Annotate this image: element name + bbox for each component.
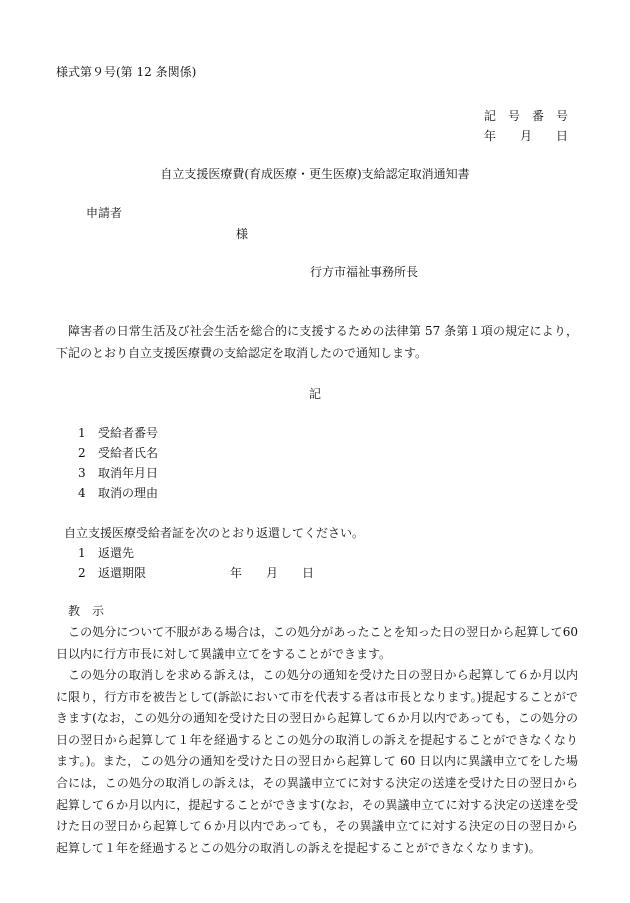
kyouji-paragraph-2: この処分の取消しを求める訴えは，この処分の通知を受けた日の翌日から起算して６か月以内に限り，行方市を被告として(訴訟において市を代表する者は市長となります。)提起することができます(なお，この処分の通知を受けた日の翌日から起算して６か月以内であっても，この処分の日の翌日から起算して１年を経過するとこの処分の取消しの訴えを提起することができなくなります。)。また，この処分の通知を受けた日の翌日から起算して 60 日以内に異議申立てをした場合には，この処分の取消しの訴えは，その異議申立てに対する決定の送達を受けた日の翌日から起算して６か月以内に，提起することができます(なお，その異議申立てに対する決定の送達を受けた日の翌日から起算して６か月以内であっても，その異議申立てに対する決定の日の翌日から起算して１年を経過するとこの処分の取消しの訴えを提起することができなくなります)。: [56, 668, 578, 855]
return-notice: 自立支援医療受給者証を次のとおり返還してください。: [64, 526, 365, 540]
kyouji-heading: 教 示: [68, 604, 105, 618]
list-item: 2 返還期限: [78, 566, 147, 580]
list-item: 3 取消年月日: [78, 466, 159, 480]
kyouji-paragraph-1: この処分について不服がある場合は，この処分があったことを知った日の翌日から起算して60日以内に行方市長に対して異議申立てをすることができます。: [56, 625, 578, 661]
document-title: 自立支援医療費(育成医療・更生医療)支給認定取消通知書: [160, 167, 470, 181]
document-date: 年 月 日: [484, 129, 569, 143]
notice-body: 障害者の日常生活及び社会生活を総合的に支援するための法律第 57 条第１項の規定により，下記のとおり自立支援医療費の支給認定を取消したので通知します。: [56, 324, 578, 360]
list-item: 2 受給者氏名: [78, 446, 159, 460]
list-item: 1 返還先: [78, 546, 135, 560]
issuer-name: 行方市福祉事務所長: [310, 265, 419, 279]
ki-heading: 記: [308, 387, 321, 401]
form-number: 様式第９号(第 12 条関係): [56, 65, 197, 79]
applicant-label: 申請者: [86, 206, 123, 220]
document-number-label: 記 号 番 号: [484, 109, 569, 123]
honorific-sama: 様: [236, 227, 249, 241]
list-item: 1 受給者番号: [78, 426, 159, 440]
list-item: 4 取消の理由: [78, 486, 159, 500]
return-deadline-date: 年 月 日: [230, 566, 315, 580]
